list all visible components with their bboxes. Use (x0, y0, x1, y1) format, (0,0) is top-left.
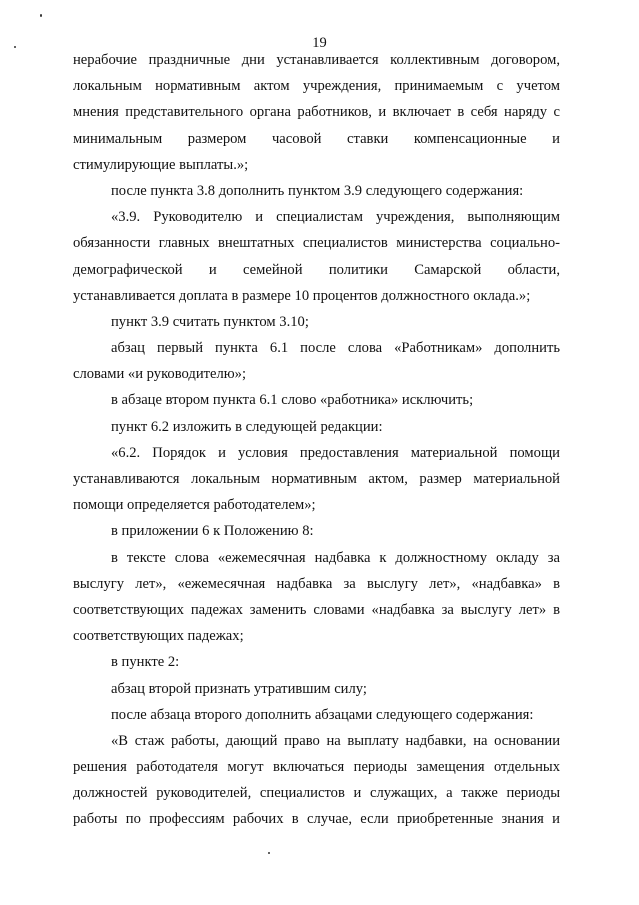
document-body (73, 47, 560, 833)
text-line: решения работодателя могут включаться периоды замещения отдельных (73, 759, 560, 776)
text-line: должностей руководителей, специалистов и служащих, а также периоды (73, 785, 560, 802)
text-line: выслугу лет», «ежемесячная надбавка за выслугу лет», «надбавка» в (73, 575, 560, 592)
text-line: помощи определяется работодателем»; (73, 497, 316, 514)
text-line: в тексте слова «ежемесячная надбавка к должностному окладу за (111, 549, 560, 566)
text-line: демографической и семейной политики Самарской области, (73, 261, 560, 278)
text-line: работы по профессиям рабочих в случае, если приобретенные знания и (73, 811, 560, 828)
page-number: 19 (312, 35, 327, 51)
text-line: «В стаж работы, дающий право на выплату надбавки, на основании (111, 732, 560, 749)
scan-speck (40, 14, 42, 17)
scan-speck (268, 852, 270, 854)
text-line: нерабочие праздничные дни устанавливается коллективным договором, (73, 52, 560, 68)
text-line: словами «и руководителю»; (73, 366, 247, 383)
text-line: минимальным размером часовой ставки компенсационные и (73, 130, 560, 147)
text-line: «3.9. Руководителю и специалистам учреждения, выполняющим (111, 209, 560, 226)
text-line: абзац второй признать утратившим силу; (111, 680, 367, 697)
text-line: мнения представительного органа работников, и включает в себя наряду с (73, 104, 560, 121)
text-line: стимулирующие выплаты.»; (73, 156, 249, 173)
text-line: абзац первый пункта 6.1 после слова «Работникам» дополнить (111, 340, 560, 357)
text-line: «6.2. Порядок и условия предоставления материальной помощи (111, 444, 560, 461)
text-line: локальным нормативным актом учреждения, принимаемым с учетом (73, 78, 560, 95)
scan-speck (14, 46, 16, 48)
text-line: после абзаца второго дополнить абзацами следующего содержания: (111, 706, 534, 723)
text-line: устанавливается доплата в размере 10 процентов должностного оклада.»; (73, 287, 531, 304)
text-line: устанавливаются локальным нормативным актом, размер материальной (73, 471, 560, 487)
text-line: в абзаце втором пункта 6.1 слово «работника» исключить; (111, 392, 474, 409)
text-line: обязанности главных внештатных специалистов министерства социально- (73, 235, 560, 252)
text-line: в приложении 6 к Положению 8: (111, 523, 314, 540)
text-line: пункт 3.9 считать пунктом 3.10; (111, 313, 309, 330)
text-line: в пункте 2: (111, 654, 180, 671)
text-line: пункт 6.2 изложить в следующей редакции: (111, 418, 383, 435)
text-line: после пункта 3.8 дополнить пунктом 3.9 следующего содержания: (111, 182, 524, 199)
text-line: соответствующих падежах; (73, 628, 244, 645)
text-line: соответствующих падежах заменить словами «надбавка за выслугу лет» в (73, 601, 560, 618)
